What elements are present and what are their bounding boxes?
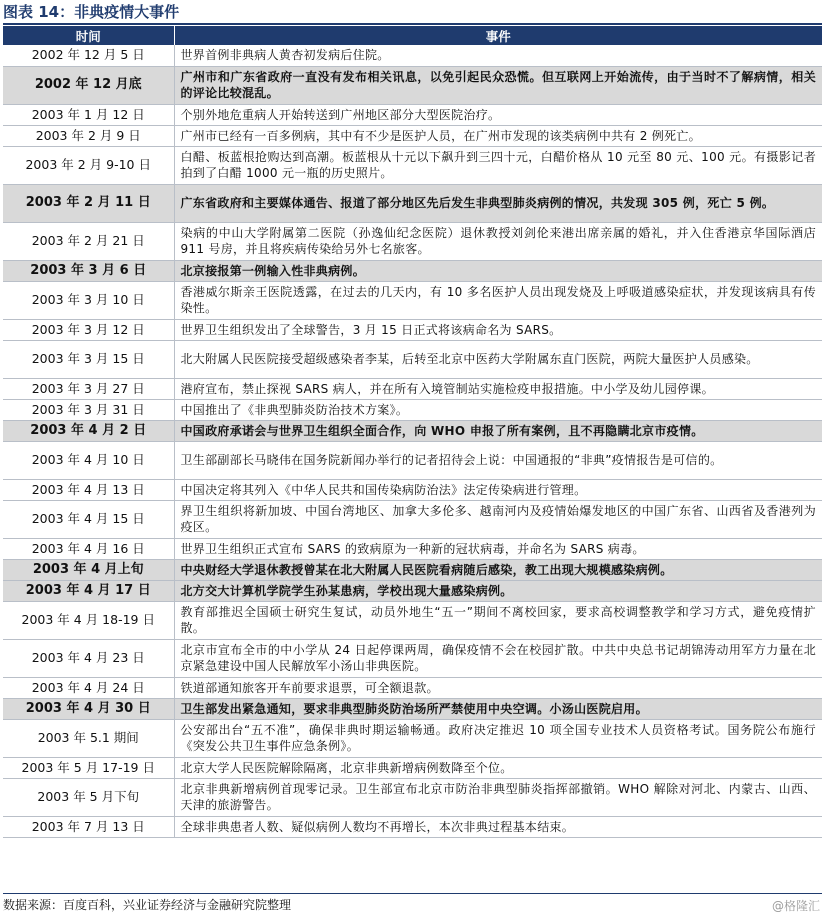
event-description: 香港威尔斯亲王医院透露，在过去的几天内，有 10 多名医护人员出现发烧及上呼吸道感染症状，并发现该病具有传染性。 [174, 281, 822, 319]
event-time: 2003 年 3 月 31 日 [3, 399, 174, 420]
event-time: 2003 年 3 月 27 日 [3, 378, 174, 399]
event-time: 2003 年 4 月 18-19 日 [3, 601, 174, 639]
event-description: 广东省政府和主要媒体通告、报道了部分地区先后发生非典型肺炎病例的情况，共发现 305 例，死亡 5 例。 [174, 184, 822, 222]
event-time: 2003 年 4 月 13 日 [3, 479, 174, 500]
table-row [3, 479, 822, 500]
table-row [3, 677, 822, 698]
event-time: 2003 年 5 月 17-19 日 [3, 757, 174, 778]
event-time: 2003 年 4 月 16 日 [3, 538, 174, 559]
event-time: 2003 年 4 月 23 日 [3, 639, 174, 677]
table-row [3, 441, 822, 479]
table-row [3, 125, 822, 146]
event-time: 2003 年 5.1 期间 [3, 719, 174, 757]
table-row [3, 538, 822, 559]
event-description: 广州市已经有一百多例病，其中有不少是医护人员，在广州市发现的该类病例中共有 2 例死亡。 [174, 125, 822, 146]
event-description: 世界卫生组织发出了全球警告，3 月 15 日正式将该病命名为 SARS。 [174, 319, 822, 340]
event-time: 2003 年 2 月 21 日 [3, 222, 174, 260]
event-description: 卫生部副部长马晓伟在国务院新闻办举行的记者招待会上说：中国通报的“非典”疫情报告是可信的。 [174, 441, 822, 479]
table-row [3, 66, 822, 104]
event-description: 铁道部通知旅客开车前要求退票，可全额退款。 [174, 677, 822, 698]
event-time: 2002 年 12 月底 [3, 66, 174, 104]
event-time: 2003 年 3 月 12 日 [3, 319, 174, 340]
event-time: 2003 年 4 月上旬 [3, 559, 174, 580]
event-time: 2003 年 1 月 12 日 [3, 104, 174, 125]
event-time: 2003 年 3 月 15 日 [3, 340, 174, 378]
table-row [3, 757, 822, 778]
table-row [3, 45, 822, 66]
event-description: 北京市宣布全市的中小学从 24 日起停课两周，确保疫情不会在校园扩散。中共中央总书记胡锦涛动用军方力量在北京紧急建设中国人民解放军小汤山非典医院。 [174, 639, 822, 677]
event-description: 广州市和广东省政府一直没有发布相关讯息，以免引起民众恐慌。但互联网上开始流传，由于当时不了解病情，相关的评论比较混乱。 [174, 66, 822, 104]
event-description: 北京非典新增病例首现零记录。卫生部宣布北京市防治非典型肺炎指挥部撤销。WHO 解除对河北、内蒙古、山西、天津的旅游警告。 [174, 778, 822, 816]
table-row [3, 104, 822, 125]
event-description: 全球非典患者人数、疑似病例人数均不再增长，本次非典过程基本结束。 [174, 816, 822, 837]
table-row [3, 378, 822, 399]
table-row [3, 719, 822, 757]
table-row [3, 146, 822, 184]
sars-events-table [3, 26, 822, 838]
event-description: 北方交大计算机学院学生孙某患病，学校出现大量感染病例。 [174, 580, 822, 601]
watermark: @格隆汇 [771, 899, 820, 913]
event-time: 2003 年 7 月 13 日 [3, 816, 174, 837]
event-time: 2003 年 5 月下旬 [3, 778, 174, 816]
table-row [3, 778, 822, 816]
event-time: 2003 年 2 月 9 日 [3, 125, 174, 146]
event-description: 界卫生组织将新加坡、中国台湾地区、加拿大多伦多、越南河内及疫情始爆发地区的中国广东省、山西省及香港列为疫区。 [174, 500, 822, 538]
header-time: 时间 [3, 26, 174, 45]
event-time: 2003 年 4 月 30 日 [3, 698, 174, 719]
table-row [3, 260, 822, 281]
event-description: 世界卫生组织正式宣布 SARS 的致病原为一种新的冠状病毒，并命名为 SARS 病毒。 [174, 538, 822, 559]
table-row [3, 559, 822, 580]
event-description: 教育部推迟全国硕士研究生复试，动员外地生“五一”期间不离校回家，要求高校调整教学和学习方式，避免疫情扩散。 [174, 601, 822, 639]
bottom-rule [3, 893, 822, 894]
table-row [3, 319, 822, 340]
table-row [3, 601, 822, 639]
event-description: 北大附属人民医院接受超级感染者李某，后转至北京中医药大学附属东直门医院，两院大量医护人员感染。 [174, 340, 822, 378]
event-description: 北京接报第一例输入性非典病例。 [174, 260, 822, 281]
event-time: 2003 年 4 月 24 日 [3, 677, 174, 698]
event-description: 公安部出台“五不准”，确保非典时期运输畅通。政府决定推迟 10 项全国专业技术人员资格考试。国务院公布施行《突发公共卫生事件应急条例》。 [174, 719, 822, 757]
event-description: 染病的中山大学附属第二医院（孙逸仙纪念医院）退休教授刘剑伦来港出席亲属的婚礼，并入住香港京华国际酒店 911 号房，并且将疾病传染给另外七名旅客。 [174, 222, 822, 260]
table-row [3, 639, 822, 677]
table-header-row [3, 26, 822, 45]
table-row [3, 281, 822, 319]
event-description: 中央财经大学退休教授曾某在北大附属人民医院看病随后感染，教工出现大规模感染病例。 [174, 559, 822, 580]
event-description: 中国决定将其列入《中华人民共和国传染病防治法》法定传染病进行管理。 [174, 479, 822, 500]
table-row [3, 184, 822, 222]
figure-title: 图表 14：非典疫情大事件 [3, 3, 180, 21]
data-source-note: 数据来源：百度百科，兴业证券经济与金融研究院整理 [3, 898, 292, 912]
event-description: 个别外地危重病人开始转送到广州地区部分大型医院治疗。 [174, 104, 822, 125]
event-description: 卫生部发出紧急通知，要求非典型肺炎防治场所严禁使用中央空调。小汤山医院启用。 [174, 698, 822, 719]
event-time: 2003 年 2 月 11 日 [3, 184, 174, 222]
event-time: 2003 年 2 月 9-10 日 [3, 146, 174, 184]
event-description: 白醋、板蓝根抢购达到高潮。板蓝根从十元以下飙升到三四十元，白醋价格从 10 元至 80 元、100 元。有摄影记者拍到了白醋 1000 元一瓶的历史照片。 [174, 146, 822, 184]
event-description: 世界首例非典病人黄杏初发病后住院。 [174, 45, 822, 66]
event-time: 2003 年 3 月 10 日 [3, 281, 174, 319]
table-row [3, 340, 822, 378]
event-time: 2003 年 4 月 10 日 [3, 441, 174, 479]
title-rule [3, 23, 822, 25]
event-description: 北京大学人民医院解除隔离，北京非典新增病例数降至个位。 [174, 757, 822, 778]
event-description: 中国政府承诺会与世界卫生组织全面合作，向 WHO 申报了所有案例，且不再隐瞒北京市疫情。 [174, 420, 822, 441]
table-row [3, 222, 822, 260]
event-description: 中国推出了《非典型肺炎防治技术方案》。 [174, 399, 822, 420]
header-event: 事件 [174, 26, 822, 45]
table-row [3, 816, 822, 837]
table-row [3, 420, 822, 441]
event-time: 2002 年 12 月 5 日 [3, 45, 174, 66]
event-time: 2003 年 4 月 15 日 [3, 500, 174, 538]
table-row [3, 399, 822, 420]
event-description: 港府宣布，禁止探视 SARS 病人，并在所有入境管制站实施检疫申报措施。中小学及幼儿园停课。 [174, 378, 822, 399]
table-row [3, 500, 822, 538]
table-row [3, 580, 822, 601]
event-time: 2003 年 4 月 2 日 [3, 420, 174, 441]
event-time: 2003 年 4 月 17 日 [3, 580, 174, 601]
event-time: 2003 年 3 月 6 日 [3, 260, 174, 281]
table-row [3, 698, 822, 719]
